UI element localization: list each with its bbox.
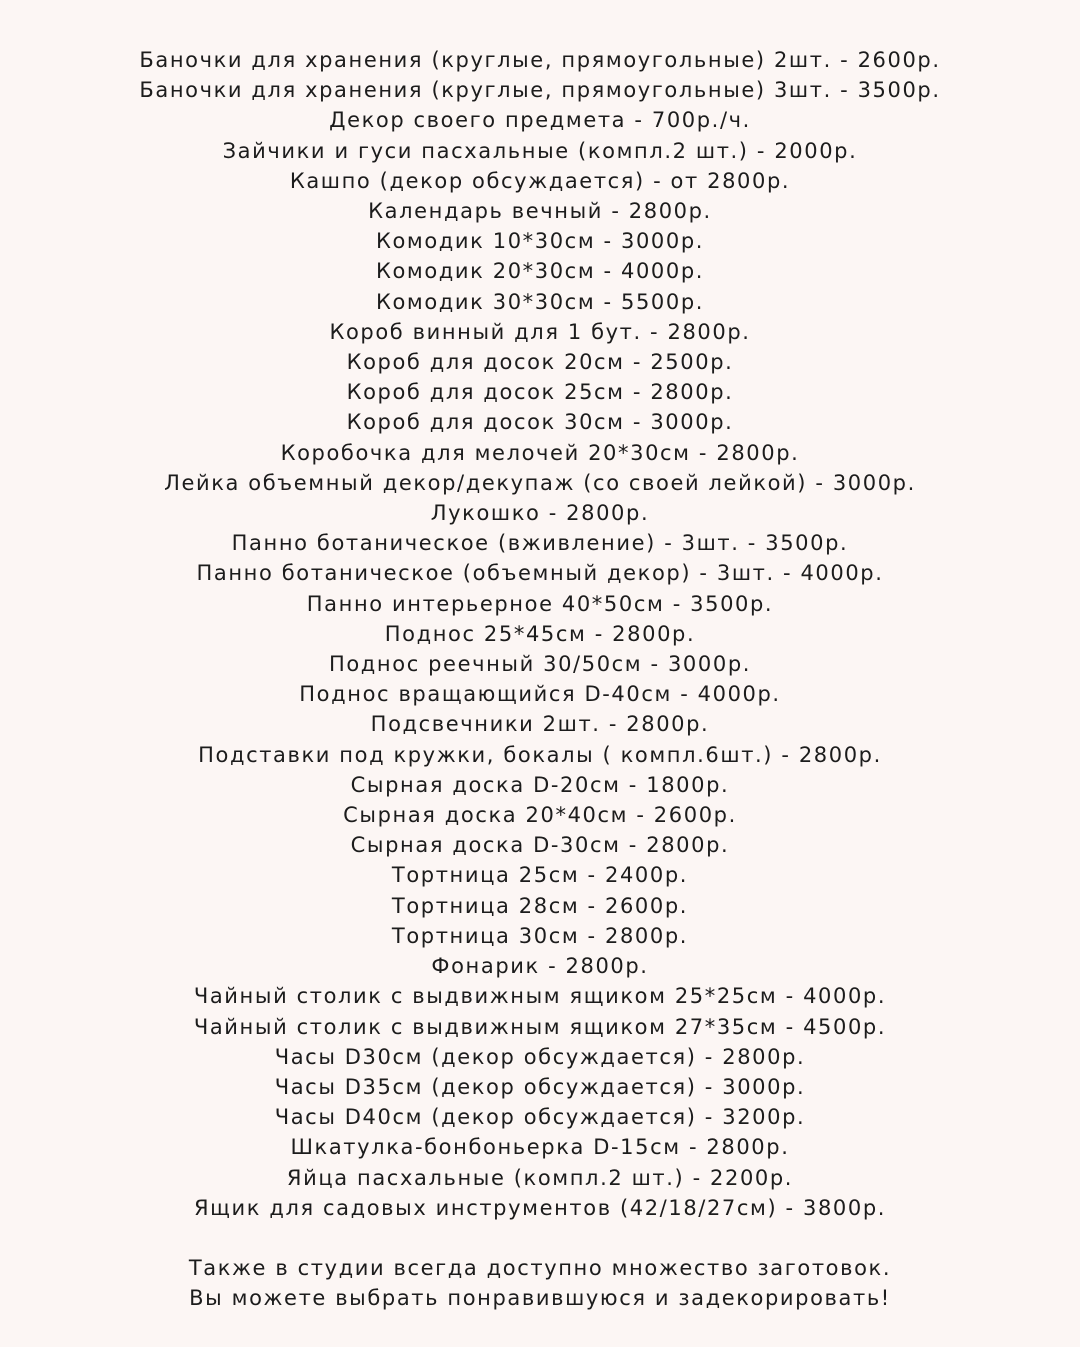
price-list-item: Подсвечники 2шт. - 2800р.	[370, 712, 710, 737]
price-list-item: Панно ботаническое (вживление) - 3шт. - 3500р.	[231, 531, 849, 556]
price-list-item: Коробочка для мелочей 20*30см - 2800р.	[280, 440, 800, 465]
price-list-item: Короб для досок 30см - 3000р.	[346, 410, 734, 435]
price-list-item: Баночки для хранения (круглые, прямоугольные) 2шт. - 2600р.	[139, 48, 941, 72]
price-list-item: Фонарик - 2800р.	[431, 954, 649, 979]
price-list-item: Яйца пасхальные (компл.2 шт.) - 2200р.	[286, 1165, 794, 1190]
price-list-item: Панно ботаническое (объемный декор) - 3шт. - 4000р.	[196, 561, 884, 586]
price-list-item: Зайчики и гуси пасхальные (компл.2 шт.) - 2000р.	[222, 138, 858, 163]
price-list-item: Лукошко - 2800р.	[430, 501, 650, 526]
price-list-item: Поднос реечный 30/50см - 3000р.	[328, 652, 752, 677]
price-list	[0, 45, 1080, 1223]
footer-note	[0, 1253, 1080, 1313]
price-list-item: Короб винный для 1 бут. - 2800р.	[329, 319, 751, 344]
price-list-item: Декор своего предмета - 700р./ч.	[329, 108, 751, 133]
price-list-item: Поднос вращающийся D-40см - 4000р.	[299, 682, 781, 707]
price-list-item: Кашпо (декор обсуждается) - от 2800р.	[289, 168, 791, 193]
price-list-item: Часы D35см (декор обсуждается) - 3000р.	[274, 1074, 806, 1099]
price-list-item: Комодик 10*30см - 3000р.	[375, 229, 705, 254]
price-list-item: Сырная доска D-20см - 1800р.	[350, 772, 730, 797]
price-list-item: Часы D40см (декор обсуждается) - 3200р.	[274, 1105, 806, 1130]
price-list-item: Тортница 30см - 2800р.	[391, 923, 689, 948]
price-list-item: Сырная доска D-30см - 2800р.	[350, 833, 730, 858]
price-list-item: Ящик для садовых инструментов (42/18/27см) - 3800р.	[193, 1195, 887, 1220]
price-list-item: Короб для досок 20см - 2500р.	[346, 350, 734, 375]
footer-line-1: Также в студии всегда доступно множество заготовок.	[188, 1255, 892, 1280]
price-list-item: Лейка объемный декор/декупаж (со своей лейкой) - 3000р.	[164, 470, 916, 495]
price-list-item: Календарь вечный - 2800р.	[368, 199, 712, 224]
price-list-item: Тортница 28см - 2600р.	[391, 893, 689, 918]
price-list-item: Чайный столик с выдвижным ящиком 27*35см - 4500р.	[193, 1014, 887, 1039]
footer-line-2: Вы можете выбрать понравившуюся и задекорировать!	[189, 1286, 891, 1311]
price-list-item: Поднос 25*45см - 2800р.	[384, 621, 696, 646]
price-list-item: Короб для досок 25см - 2800р.	[346, 380, 734, 405]
price-list-item: Чайный столик с выдвижным ящиком 25*25см - 4000р.	[193, 984, 887, 1009]
price-list-item: Панно интерьерное 40*50см - 3500р.	[306, 591, 774, 616]
price-list-item: Комодик 20*30см - 4000р.	[375, 259, 705, 284]
price-list-item: Тортница 25см - 2400р.	[391, 863, 689, 888]
price-list-item: Баночки для хранения (круглые, прямоугольные) 3шт. - 3500р.	[139, 78, 941, 103]
price-list-item: Комодик 30*30см - 5500р.	[375, 289, 705, 314]
price-list-item: Часы D30см (декор обсуждается) - 2800р.	[274, 1044, 806, 1069]
price-list-item: Сырная доска 20*40см - 2600р.	[343, 803, 737, 828]
price-list-item: Шкатулка-бонбоньерка D-15см - 2800р.	[290, 1135, 790, 1160]
price-list-item: Подставки под кружки, бокалы ( компл.6шт.) - 2800р.	[198, 742, 882, 767]
